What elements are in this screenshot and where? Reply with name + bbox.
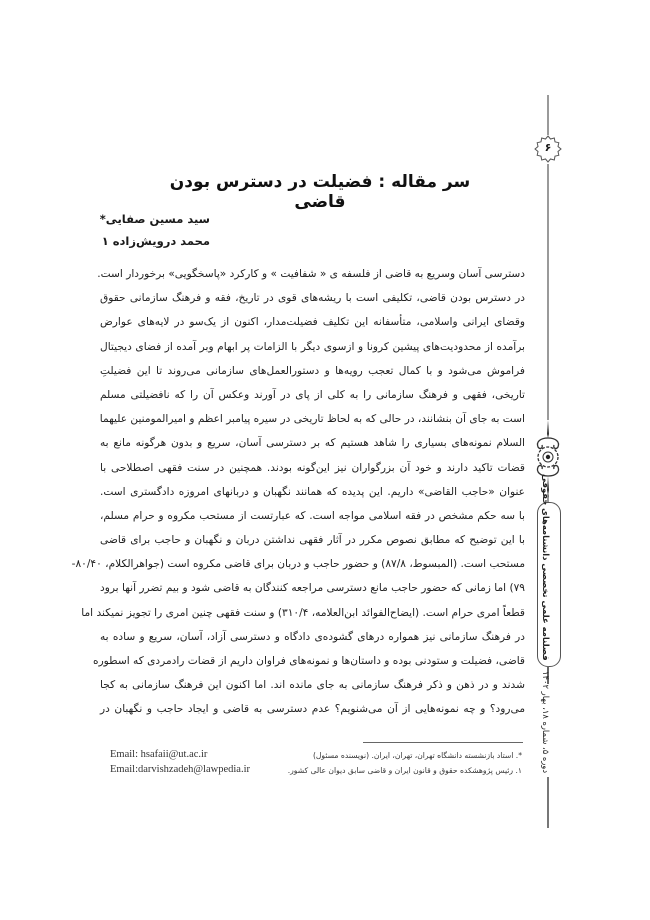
body-line: ۷۹) اما زمانی که حضور حاجب مانع دسترسی مراجعه کنندگان به قاضی شود و بیم تضرر آنها برود [100, 582, 525, 595]
body-line: قاضی، فضیلت و ستودنی بوده و داستان‌ها و نمونه‌های فراوان داریم از قضات رادمردی که اسطوره [93, 655, 525, 667]
body-line: وقضای ایرانی واسلامی، متأسفانه این تکلیف فضیلت‌مدار، اکنون از یک‌سو در لایه‌های عوارض [100, 316, 525, 329]
author-list [99, 208, 210, 252]
body-line: مستحب است. (المبسوط، ۸۷/۸) و حضور حاجب و دربان برای قاضی مکروه است (جواهرالکلام، ۸۰/۴۰- [71, 558, 525, 571]
body-line: می‌رود؟ و چه نمونه‌هایی از آن می‌شنویم؟ عدم دسترسی به قاضی و ایجاد حاجب و نگهبان در [100, 703, 525, 716]
footnote: *. استاد بازنشسته دانشگاه تهران، تهران، ایران. (نویسنده مسئول) [312, 751, 522, 760]
author-name: سید مسین صفایی* [99, 212, 210, 226]
body-line: شدند و در ذهن و ذکر فرهنگ سازمانی به جای مانده اند. اما اکنون این فرهنگ سازمانی به کجا [100, 679, 525, 692]
page-number: ۶ [544, 141, 552, 154]
issue-info: دوره ۵، شماره ۱۸، بهار ۱۴۰۲ [541, 670, 551, 773]
email-link[interactable]: Email: hsafaii@ut.ac.ir [110, 749, 208, 760]
page-number-badge [533, 134, 563, 164]
footnote-separator [363, 742, 523, 743]
body-line: عنوان «حاجب القاضی» داریم. این پدیده که همانند نگهبان و دربانهای امروزه دادگستری است. [100, 485, 525, 498]
margin-rule-upper [547, 164, 549, 420]
footnote: ۱. رئیس پژوهشکده حقوق و قانون ایران و قاضی سابق دیوان عالی کشور. [287, 766, 522, 775]
margin-rule-bottom [547, 777, 549, 828]
author-emails [110, 747, 290, 777]
margin-rule-top [547, 95, 549, 135]
article-body [71, 262, 525, 722]
body-line: قضات تاکید دارند و خود آن بزرگواران نیز این‌گونه بودند. همچنین در سنت فقهی اصطلاحی با [100, 461, 525, 474]
body-line: دسترسی آسان وسریع به قاضی از فلسفه ی « شفافیت » و کارکرد «پاسخگویی» برخوردار است. [97, 268, 525, 280]
body-line: برآمده از محدودیت‌های پیشین کرونا و ازسوی دیگر با الزامات پر ابهام وبر آمده از فضای دیجیتال [100, 340, 525, 353]
email-link[interactable]: Email:darvishzadeh@lawpedia.ir [110, 764, 250, 775]
footnotes [287, 748, 522, 778]
article-title: سر مقاله : فضیلت در دسترس بودن قاضی [169, 172, 471, 212]
body-line: در دسترس بودن قاضی، تکلیفی است با ریشه‌های قوی در تاریخ، فقه و فرهنگ سازمانی حقوق [100, 292, 525, 305]
journal-name: فصلنامه علمی تخصصی دانشنامه‌های حقوقی [541, 474, 551, 661]
body-line: قطعاً امری حرام است. (ایضاح‌الفوائد ابن‌العلامه، ۳۱۰/۴) و سنت فقهی چنین امری را تجویز نمیکند اما [81, 606, 525, 619]
body-line: در فرهنگ سازمانی نیز همواره درهای گشوده‌ی دادگاه و دسترسی آزاد، آسان، سریع و ساده به [100, 630, 525, 643]
body-line: تاریخی، فقهی و فرهنگ سازمانی را به کلی از پای در آورند وعکس آن را که نافضیلتی مسلم [100, 388, 525, 401]
body-line: فراموش می‌شود و با کمال تعجب رویه‌ها و دستورالعمل‌های سازمانی می‌روند تا این فضیلتِ [100, 364, 525, 377]
body-line: السلام نمونه‌های بسیاری را شاهد هستیم که بر دسترسی آسان، سریع و بدون هرگونه مانع به [100, 437, 525, 450]
body-line: است به جای آن بنشانند، در حالی که به لحاظ تاریخی در سیره پیامبر اعظم و امیرالمومنین علیهما [99, 413, 525, 426]
body-line: با این توضیح که مطابق نصوص مکرر در آثار فقهی نداشتن دربان و نگهبان و حاجب برای قاضی [100, 534, 525, 547]
body-line: با سه حکم مشخص در فقه اسلامی مواجه است. که عبارتست از مستحب مکروه و حرام مسلم، [100, 509, 525, 522]
author-name: محمد درویش‌زاده ۱ [101, 234, 210, 248]
